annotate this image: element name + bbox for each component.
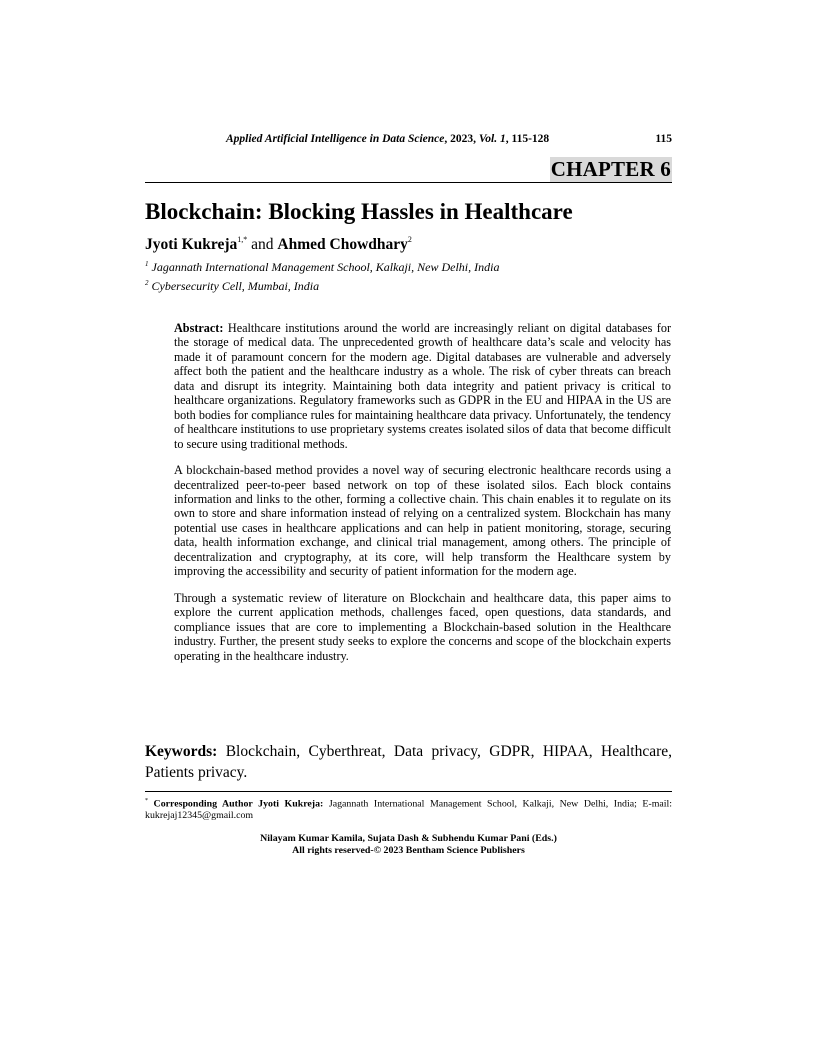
affiliation-1 bbox=[145, 260, 499, 275]
abstract-label: Abstract: bbox=[174, 321, 224, 335]
keywords-label: Keywords: bbox=[145, 743, 218, 760]
page-number: 115 bbox=[655, 133, 672, 145]
abstract bbox=[174, 321, 671, 675]
chapter-label: CHAPTER 6 bbox=[550, 157, 671, 181]
journal-year: , 2023, bbox=[444, 133, 479, 145]
abstract-paragraph-3: Through a systematic review of literature on Blockchain and healthcare data, this paper aims to explore the current application methods, challenges faced, open questions, data standards, and compliance issues that are core to implementing a Blockchain-based solution in the Healthcare industry. Further, the present study seeks to explore the concerns and scope of the blockchain experts operating in the healthcare industry. bbox=[174, 590, 671, 663]
author-line bbox=[145, 236, 412, 254]
journal-pages: , 115-128 bbox=[505, 133, 550, 145]
affiliation-1-number: 1 bbox=[145, 260, 149, 268]
affiliation-2-text: Cybersecurity Cell, Mumbai, India bbox=[148, 279, 320, 293]
copyright-line: All rights reserved-© 2023 Bentham Science Publishers bbox=[292, 845, 525, 856]
journal-volume: Vol. 1 bbox=[478, 133, 506, 145]
author-1: Jyoti Kukreja bbox=[145, 236, 238, 254]
keywords bbox=[145, 741, 672, 783]
header-divider bbox=[145, 182, 672, 183]
publisher-credit bbox=[145, 833, 672, 857]
author-1-affiliation-mark: 1,* bbox=[237, 235, 248, 244]
abstract-paragraph-1-text: Healthcare institutions around the world are increasingly reliant on digital databases for the storage of medical data. The unprecedented growth of healthcare data’s scale and velocity has made it of paramount concern for the modern age. Digital databases are vulnerable and adversely affect both the patient and the healthcare industry as a whole. The risk of cyber threats can breach data and disrupt its integrity. Maintaining both data integrity and patient privacy is critical to healthcare organizations. Regulatory frameworks such as GDPR in the EU and HIPAA in the US are both bodies for compliance rules for maintaining healthcare data privacy. Unfortunately, the tendency of healthcare institutions to use proprietary systems creates isolated silos of data that become difficult to secure using traditional methods. bbox=[174, 321, 671, 451]
abstract-paragraph-2: A blockchain-based method provides a novel way of securing electronic healthcare records using a decentralized peer-to-peer based network on top of these isolated silos. Each block contains information and links to the other, forming a collective chain. This chain enables it to regulate on its own to store and share information instead of relying on a centralized system. Blockchain has many potential use cases in healthcare applications and can help in patient monitoring, storage, securing data, health information exchange, and clinical trial management, among others. The principle of decentralization and cryptography, at its core, will help transform the Healthcare system by improving the accessibility and security of patient information for the modern age. bbox=[174, 463, 671, 579]
author-conjunction: and bbox=[247, 236, 278, 254]
author-2-affiliation-mark: 2 bbox=[407, 235, 412, 244]
affiliation-2 bbox=[145, 279, 319, 294]
editors-line: Nilayam Kumar Kamila, Sujata Dash & Subhendu Kumar Pani (Eds.) bbox=[260, 833, 557, 844]
author-2: Ahmed Chowdhary bbox=[277, 236, 408, 254]
journal-name: Applied Artificial Intelligence in Data Science bbox=[226, 133, 445, 145]
corresponding-author-footnote bbox=[145, 795, 672, 822]
affiliation-1-text: Jagannath International Management School, Kalkaji, New Delhi, India bbox=[148, 260, 500, 274]
keywords-text: Blockchain, Cyberthreat, Data privacy, GDPR, HIPAA, Healthcare, Patients privacy. bbox=[145, 743, 672, 781]
footnote-text: Jagannath International Management School, Kalkaji, New Delhi, India; E-mail: kukrejaj12345@gmail.com bbox=[145, 798, 672, 822]
affiliation-2-number: 2 bbox=[145, 279, 149, 287]
footnote-label: Corresponding Author Jyoti Kukreja: bbox=[148, 798, 324, 810]
footnote-mark: * bbox=[145, 798, 148, 804]
journal-citation bbox=[226, 133, 549, 145]
footnote-divider bbox=[145, 791, 672, 792]
paper-title: Blockchain: Blocking Hassles in Healthcare bbox=[145, 199, 573, 224]
running-header bbox=[145, 133, 672, 149]
abstract-paragraph-1 bbox=[174, 321, 671, 451]
